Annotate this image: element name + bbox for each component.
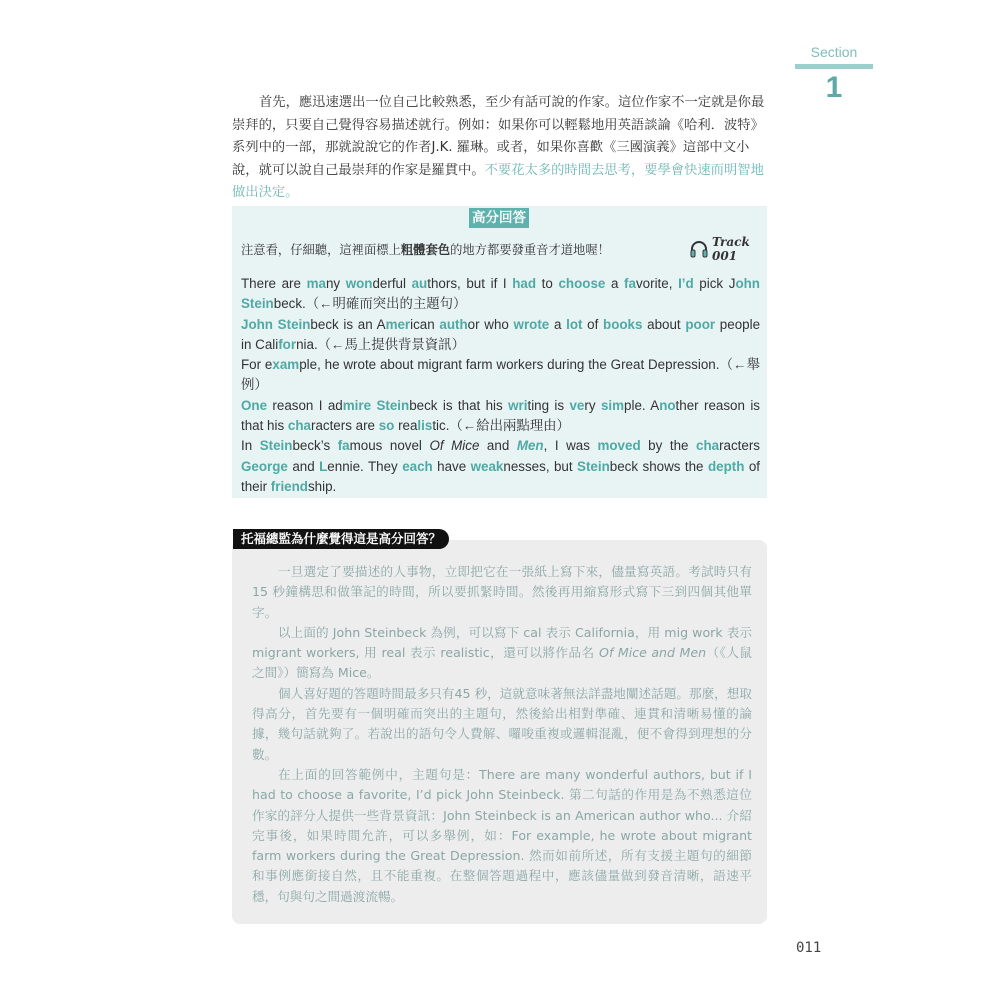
stressed-syllable: Stein <box>577 458 610 474</box>
answer-text: beck’s <box>292 438 338 454</box>
stressed-syllable: fa <box>624 276 636 291</box>
answer-text: For e <box>241 357 273 373</box>
answer-text: have <box>432 458 471 474</box>
stressed-syllable: wrote <box>513 316 550 332</box>
section-tab <box>795 44 873 105</box>
answer-sentence <box>241 355 760 396</box>
answer-text: Of Mice <box>429 438 480 454</box>
answer-text: tic.（←給出兩點理由） <box>432 418 570 434</box>
stressed-syllable: George <box>241 458 288 474</box>
stressed-syllable: cha <box>287 418 311 434</box>
answer-text: or who <box>467 316 514 332</box>
answer-text: nia.（←馬上提供背景資訊） <box>296 336 465 352</box>
stressed-syllable: John Stein <box>241 316 311 332</box>
answer-text: racters are <box>310 418 379 434</box>
stressed-syllable: I’d <box>678 276 694 291</box>
stressed-syllable: cha <box>696 438 720 454</box>
note-text-bold: 粗體套色 <box>400 243 451 257</box>
answer-text: of their <box>241 458 760 494</box>
stressed-syllable: Stein <box>241 296 274 312</box>
answer-sentence <box>241 274 760 315</box>
stressed-syllable: Stein <box>376 397 410 413</box>
stressed-syllable: mer <box>385 316 411 332</box>
stressed-syllable: mire <box>342 397 372 413</box>
stressed-syllable: Men <box>516 438 544 454</box>
answer-text: beck is an <box>310 316 377 332</box>
stressed-syllable: ve <box>569 397 585 413</box>
stressed-syllable: had <box>512 276 537 291</box>
answer-text: pick <box>693 276 729 291</box>
answer-sentence <box>241 436 760 497</box>
stress-note <box>241 240 610 258</box>
note-text-before: 注意看，仔細聽，這裡面標上 <box>241 243 401 257</box>
stressed-syllable: books <box>603 316 643 332</box>
answer-text: about <box>642 316 686 332</box>
stressed-syllable: sim <box>600 397 625 413</box>
answer-text: ther reason is that his <box>241 397 760 434</box>
page-number: 011 <box>796 940 822 956</box>
answer-text: and <box>479 438 517 454</box>
answer-text: nesses, but <box>503 458 578 474</box>
stressed-syllable: weak <box>470 458 504 474</box>
stressed-syllable: lot <box>566 316 583 332</box>
p2-text: 以上面的 John Steinbeck 為例，可以寫下 cal 表示 California，用 mig work 表示 migrant workers, 用 real 表示 realistic，還可以將作品名 <box>252 624 752 661</box>
answer-text: rea <box>394 418 418 434</box>
stressed-syllable: ma <box>306 276 326 291</box>
answer-sentence <box>241 315 760 356</box>
intro-highlight: 不要花太多的時間去思考，要學會快速而明智地做出決定。 <box>232 162 764 200</box>
answer-text: ple, he wrote about migrant farm workers during the Great Depression.（←舉例） <box>241 357 760 393</box>
answer-text: mous novel <box>349 438 430 454</box>
intro-paragraph <box>232 92 772 205</box>
answer-text: of <box>582 316 604 332</box>
stressed-syllable: friend <box>270 478 308 494</box>
answer-text: racters <box>719 438 761 454</box>
explanation-paragraph: 一旦選定了要描述的人事物，立即把它在一張紙上寫下來，儘量寫英語。考試時只有 15 秒鐘構思和做筆記的時間，所以要抓緊時間。然後再用縮寫形式寫下三到四個其他單字。 <box>252 564 752 620</box>
stressed-syllable: lis <box>417 418 433 434</box>
explanation-title: 托福總監為什麼覺得這是高分回答？ <box>233 529 449 549</box>
section-label: Section <box>810 44 858 60</box>
answer-text: people in Cali <box>241 316 761 352</box>
stressed-syllable: no <box>659 397 676 413</box>
explanation-body <box>252 562 752 907</box>
answer-text: ship. <box>307 478 337 494</box>
intro-text: 首先，應迅速選出一位自己比較熟悉，至少有話可說的作家。這位作家不一定就是你最崇拜的，只要自己覺得容易描述就行。例如：如果你可以輕鬆地用英語談論《哈利．波特》系列中的一部，那就說說它的作者J.K. 羅琳。或者，如果你喜歡《三國演義》這部中文小說，就可以說自己最崇拜的作家是羅貫中。 <box>232 95 765 178</box>
stressed-syllable: poor <box>685 316 716 332</box>
answer-text: thors, but if I <box>427 276 513 291</box>
answer-text: ny <box>325 276 346 291</box>
answer-text: vorite, <box>635 276 679 291</box>
stressed-syllable: choose <box>558 276 606 291</box>
answer-body <box>241 274 760 497</box>
stressed-syllable: au <box>411 276 428 291</box>
stressed-syllable: depth <box>707 458 745 474</box>
answer-text: a <box>605 276 625 291</box>
explanation-paragraph: 在上面的回答範例中，主題句是：There are many wonderful authors, but if I had to choose a favorite, I’d pick John Steinbeck. 第二句話的作用是為不熟悉這位作家的評分人提供一些背景資訊：John Steinbeck is an American author who... 介紹完事後，如果時間允許，可以多舉例，如：For example, he wrote about migrant farm workers during the Great Depression. 然而如前所述，所有支援主題句的細節和事例應銜接自然，且不能重複。在整個答題過程中，應該儘量做到發音清晰，語速平穩，句與句之間過渡流暢。 <box>252 766 752 904</box>
explanation-paragraph: 個人喜好題的答題時間最多只有45 秒，這就意味著無法詳盡地闡述話題。那麼，想取得高分，首先要有一個明確而突出的主題句，然後給出相對準確、連貫和清晰易懂的論據，幾句話就夠了。若說出的語句令人費解、囉唆重複或邏輯混亂，便不會得到理想的分數。 <box>252 685 752 762</box>
book-title: Of Mice and Men <box>599 645 707 661</box>
high-score-answer-box <box>232 206 767 498</box>
section-bar <box>795 64 873 69</box>
answer-text: ple. A <box>624 397 660 413</box>
answer-text: beck.（←明確而突出的主題句） <box>273 296 467 312</box>
answer-text: There are <box>241 276 307 291</box>
answer-text: reason I ad <box>267 397 343 413</box>
answer-text: and <box>287 458 320 474</box>
stressed-syllable: ohn <box>735 276 760 291</box>
answer-text: to <box>536 276 559 291</box>
answer-text: beck shows the <box>609 458 708 474</box>
stressed-syllable: for <box>278 336 297 352</box>
stressed-syllable: Stein <box>259 438 293 454</box>
answer-text: ting is <box>527 397 570 413</box>
answer-text: ican <box>410 316 440 332</box>
stressed-syllable: so <box>378 418 395 434</box>
stressed-syllable: fa <box>337 438 350 454</box>
answer-text: by the <box>640 438 696 454</box>
answer-title: 高分回答 <box>469 208 529 228</box>
stressed-syllable: One <box>241 397 268 413</box>
answer-text: ennie. They <box>327 458 403 474</box>
answer-text: a <box>549 316 567 332</box>
section-number: 1 <box>825 71 843 104</box>
answer-text: beck is that his <box>409 397 509 413</box>
answer-text: derful <box>372 276 412 291</box>
stressed-syllable: wri <box>508 397 528 413</box>
stressed-syllable: L <box>319 458 328 474</box>
p2-text-after: （《人鼠之間》）簡寫為 Mice。 <box>252 645 752 681</box>
answer-text: A <box>376 316 386 332</box>
stressed-syllable: won <box>345 276 373 291</box>
stressed-syllable: each <box>402 458 433 474</box>
audio-track[interactable] <box>689 235 767 263</box>
answer-text: J <box>728 276 736 291</box>
headphones-icon <box>689 239 709 259</box>
stressed-syllable: xam <box>272 357 300 373</box>
answer-sentence <box>241 396 760 437</box>
stressed-syllable: moved <box>597 438 641 454</box>
stressed-syllable: auth <box>439 316 468 332</box>
explanation-paragraph <box>252 623 752 684</box>
answer-text: In <box>241 438 260 454</box>
note-text-after: 的地方都要發重音才道地喔！ <box>450 243 610 257</box>
answer-text: , I was <box>543 438 598 454</box>
answer-text: ry <box>584 397 601 413</box>
track-label: Track 001 <box>712 235 750 263</box>
